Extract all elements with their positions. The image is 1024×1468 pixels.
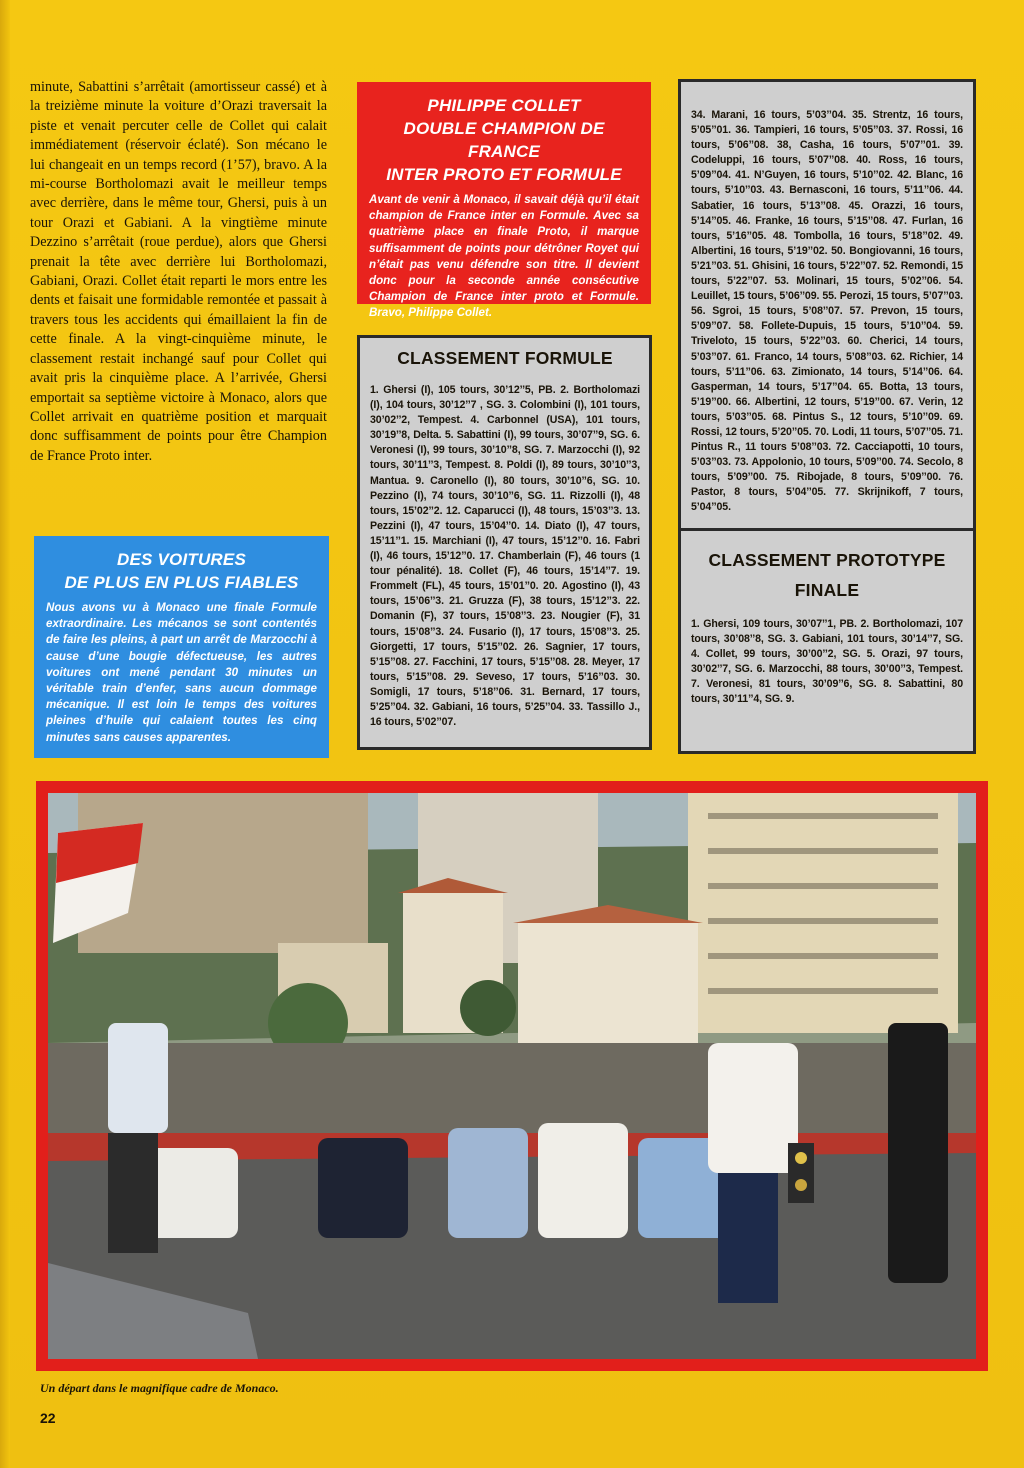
- start-light-lamp: [795, 1152, 807, 1164]
- collet-title-line-3: INTER PROTO ET FORMULE: [386, 165, 622, 184]
- page-spine-shadow: [0, 0, 10, 1468]
- classement-prototype-title: [691, 545, 963, 605]
- classement-prototype-list: 1. Ghersi, 109 tours, 30’07’’1, PB. 2. Bortholomazi, 107 tours, 30’08’’8, SG. 3. Gabiani, 101 tours, 30’14’’7, SG. 4. Collet, 99 tours, 30’00’’2, SG. 5. Orazi, 97 tours, 30’02’’7, SG. 6. Marzocchi, 88 tours, 30’00’’3, Tempest. 7. Veronesi, 81 tours, 30’09’’6, SG. 8. Sabattini, 80 tours, 30’11’’4, SG. 9.: [691, 617, 963, 705]
- collet-champion-box: [357, 82, 651, 320]
- collet-box-text: Avant de venir à Monaco, il savait déjà qu’il était champion de France inter en Formule. Avec sa quatrième place en finale Proto, il marque suffisamment de points pour détrôner Royet qui n’était pas venu défendre son titre. Il devient donc pour la seconde année consécutive Champion de France inter proto et Formule. Bravo, Philippe Collet.: [369, 193, 639, 320]
- article-body-text: minute, Sabattini s’arrêtait (amortisseur cassé) et à la treizième minute la voiture d’Orazi traversait la piste et venait percuter celle de Collet qui calait immédiatement (réservoir éclaté). Son mécano le lui changeait en un temps record (1’57), bravo. A la mi-course Bortholomazi avait le meilleur temps avec derrière, dans le même tour, Ghersi, puis à un tour Orazi et Gabiani. A la vingtième minute Dezzino s’arrêtait (roue perdue), alors que Ghersi prenait la tête avec derrière lui Bortholomazi, Gabiani, Orazi. Collet était reparti le mors entre les dents et faisait une formidable remontée et passait à travers tous les accidents qui émaillaient la fin de cette finale. A la vingt-cinquième minute, le classement restait inchangé sauf pour Collet qui avait pris la cinquième place. A l’arrivée, Ghersi emportait sa septième victoire à Monaco, alors que Collet arrivait en quatrième position et marquait donc suffisamment de points pour être Champion de France Proto inter.: [30, 79, 327, 464]
- classement-formule-title: CLASSEMENT FORMULE: [397, 348, 613, 368]
- prototype-title-line-2: FINALE: [794, 579, 860, 600]
- reliability-title-line-2: DE PLUS EN PLUS FIABLES: [64, 573, 299, 592]
- photo-caption: Un départ dans le magnifique cadre de Monaco.: [40, 1381, 279, 1395]
- reliability-title-line-1: DES VOITURES: [117, 550, 246, 569]
- prototype-title-line-1: CLASSEMENT PROTOTYPE: [708, 549, 946, 570]
- classement-formule-continued-list: 34. Marani, 16 tours, 5’03’’04. 35. Strentz, 16 tours, 5’05’’01. 36. Tampieri, 16 tours, 5’05’’03. 37. Rossi, 16 tours, 5’06’’08. 38, Casha, 16 tours, 5’07’’01. 39. Codeluppi, 16 tours, 5’07’’08. 40. Ross, 16 tours, 5’09’’04. 41. N’Guyen, 16 tours, 5’10’’02. 42. Blanc, 16 tours, 5’10’’03. 43. Bernasconi, 16 tours, 5’11’’06. 44. Sabatier, 16 tours, 5’13’’08. 45. Orazzi, 16 tours, 5’14’’05. 46. Franke, 16 tours, 5’15’’08. 47. Furlan, 16 tours, 5’16’’05. 48. Tombolla, 16 tours, 5’18’’02. 49. Albertini, 16 tours, 5’19’’02. 50. Bongiovanni, 16 tours, 5’21’’03. 51. Ghisini, 16 tours, 5’22’’07. 52. Remondi, 15 tours, 5’22’’07. 53. Molinari, 15 tours, 5’02’’06. 54. Leuillet, 15 tours, 5’06’’09. 55. Perozi, 15 tours, 5’07’’03. 56. Sgroi, 15 tours, 5’08’’07. 57. Prevon, 15 tours, 5’09’’07. 58. Follete-Dupuis, 15 tours, 5’10’’04. 59. Triveloto, 15 tours, 5’22’’03. 60. Cherici, 14 tours, 5’03’’07. 61. Franco, 14 tours, 5’08’’03. 62. Richier, 14 tours, 5’11’’06. 63. Zimionato, 14 tours, 5’14’’06. 64. Gasperman, 14 tours, 5’17’’04. 65. Botta, 13 tours, 5’19’’00. 66. Albertini, 12 tours, 5’19’’00. 67. Verin, 12 tours, 5’03’’05. 68. Pintus S., 12 tours, 5’10’’09. 69. Rossi, 12 tours, 5’20’’05. 70. Lodi, 11 tours, 5’07’’05. 71. Pintus R., 11 tours 5’08’’03. 72. Cacciapotti, 10 tours, 5’03’’03. 73. Appolonio, 10 tours, 5’09’’00. 74. Secolo, 8 tours, 5’09’’00. 75. Ribojade, 8 tours, 5’09’’00. 76. Pastor, 8 tours, 5’04’’05. 77. Skrijnikoff, 7 tours, 5’04’’05.: [691, 109, 963, 514]
- classement-right-box: [678, 79, 976, 754]
- monaco-race-start-photo: [48, 793, 976, 1359]
- reliability-box-text: Nous avons vu à Monaco une finale Formule extraordinaire. Les mécanos se sont contentés de faire les pleins, à part un arrêt de Marzocchi à cause d’une bougie défectueuse, les autres voitures ont mené pendant 30 minutes un véritable train d’enfer, sans aucun dommage mécanique. Il est loin le temps des voitures pleines d’huile qui calaient toutes les cinq minutes sans causes apparentes.: [46, 601, 317, 744]
- classement-formule-list: 1. Ghersi (I), 105 tours, 30’12’’5, PB. 2. Bortholomazi (I), 104 tours, 30’12’’7 , SG. 3. Colombini (I), 101 tours, 30’02’’2, Tempest. 4. Carbonnel (USA), 101 tours, 30’19’’8, Delta. 5. Sabattini (I), 99 tours, 30’07’’9, SG. 6. Veronesi (I), 99 tours, 30’10’’8, SG. 7. Marzocchi (I), 92 tours, 30’11’’3, Tempest. 8. Poldi (I), 89 tours, 30’10’’3, Mantua. 9. Caronello (I), 80 tours, 30’10’’6, SG. 10. Pezzino (I), 74 tours, 30’10’’6, SG. 11. Rizzolli (I), 48 tours, 15’02’’2. 12. Caparucci (I), 48 tours, 15’03’’3. 13. Pezzini (I), 47 tours, 15’04’’0. 14. Diato (I), 47 tours, 15’11’’1. 15. Marchiani (I), 47 tours, 15’12’’0. 16. Fabri (I), 46 tours, 15’12’’0. 17. Chamberlain (F), 46 tours (1 tour pénalité). 18. Collet (F), 46 tours, 15’14’’7. 19. Frommelt (FL), 45 tours, 15’01’’0. 20. Agostino (I), 43 tours, 15’06’’3. 21. Gruzza (F), 38 tours, 15’12’’3. 22. Domanin (F), 37 tours, 15’08’’3. 23. Nougier (F), 31 tours, 15’08’’3. 24. Fusario (I), 17 tours, 15’08’’3. 25. Giorgetti, 17 tours, 5’15’’02. 26. Sagnier, 17 tours, 5’15’’08. 27. Facchini, 17 tours, 5’15’’08. 28. Meyer, 17 tours, 5’15’’08. 29. Seveso, 17 tours, 5’16’’03. 30. Somigli, 17 tours, 5’18’’06. 31. Bernard, 17 tours, 5’25’’04. 32. Gabiani, 16 tours, 5’25’’04. 33. Tassillo J., 16 tours, 5’02’’07.: [370, 384, 640, 729]
- classement-formule-box: [357, 335, 652, 750]
- photo-frame: [36, 781, 988, 1371]
- collet-title-line-1: PHILIPPE COLLET: [427, 96, 581, 115]
- section-divider: [681, 528, 973, 531]
- reliability-box: [34, 536, 329, 758]
- building-apartment: [688, 793, 958, 1033]
- palm-tree: [460, 980, 516, 1036]
- reliability-box-title: [46, 548, 317, 594]
- start-light-lamp-2: [795, 1179, 807, 1191]
- collet-title-line-2: DOUBLE CHAMPION DE FRANCE: [403, 119, 605, 161]
- collet-box-title: [369, 94, 639, 186]
- photo-illustration: [48, 793, 976, 1359]
- villa-right: [518, 923, 698, 1043]
- page-number: 22: [40, 1410, 56, 1426]
